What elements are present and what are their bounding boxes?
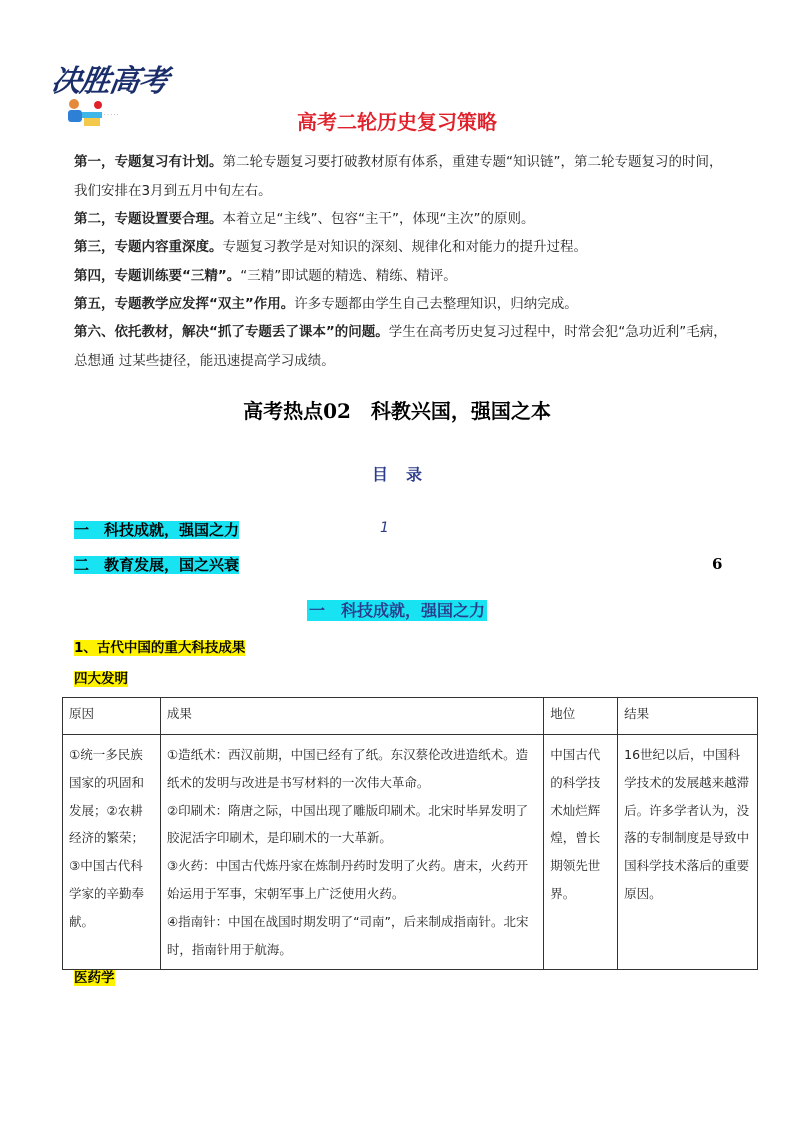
strategy-2-lead: 第二，专题设置要合理。 <box>74 211 223 227</box>
header-status: 地位 <box>544 698 618 735</box>
table-row <box>63 735 758 970</box>
toc-item-1-label: 一 科技成就，强国之力 <box>74 521 240 539</box>
strategy-4-body: “三精”即试题的精选、精练、精评。 <box>240 268 457 284</box>
four-inventions-table <box>62 697 758 970</box>
part-one-heading <box>0 598 794 621</box>
cell-status: 中国古代的科学技术灿烂辉煌，曾长期领先世界。 <box>544 735 618 970</box>
document-title-text: 高考二轮历史复习策略 <box>297 110 497 134</box>
toc-item-1[interactable] <box>74 519 239 540</box>
strategy-4 <box>74 262 734 291</box>
strategy-6 <box>74 318 734 375</box>
part-one-heading-text: 一 科技成就，强国之力 <box>308 601 485 620</box>
achievement-paper: ①造纸术：西汉前期，中国已经有了纸。东汉蔡伦改进造纸术。造纸术的发明与改进是书写材料的一次伟大革命。 <box>166 747 529 790</box>
strategy-3 <box>74 233 734 262</box>
subsection-heading <box>74 636 245 656</box>
strategy-3-body: 专题复习教学是对知识的深刻、规律化和对能力的提升过程。 <box>222 239 587 255</box>
medicine-caption-text: 医药学 <box>74 970 115 986</box>
toc-item-2[interactable] <box>74 554 239 575</box>
achievement-gunpowder: ③火药：中国古代炼丹家在炼制丹药时发明了火药。唐末，火药开始运用于军事，宋朝军事上广泛使用火药。 <box>166 858 529 901</box>
strategy-5 <box>74 290 734 319</box>
strategy-3-lead: 第三，专题内容重深度。 <box>74 239 223 255</box>
strategy-2-body: 本着立足“主线”、包容“主干”，体现“主次”的原则。 <box>222 211 535 227</box>
logo-text: 决胜高考 <box>49 64 170 99</box>
strategy-6-lead: 第六、依托教材，解决“抓了专题丢了课本”的问题。 <box>74 324 389 340</box>
achievement-printing: ②印刷术：隋唐之际，中国出现了雕版印刷术。北宋时毕昇发明了胶泥活字印刷术，是印刷术的一大革新。 <box>166 802 529 846</box>
strategy-1-lead: 第一，专题复习有计划。 <box>74 154 223 170</box>
medicine-caption <box>74 966 115 986</box>
strategy-5-lead: 第五，专题教学应发挥“双主”作用。 <box>74 296 295 312</box>
toc-title: 目录 <box>371 465 440 484</box>
table-caption <box>74 667 128 687</box>
toc-item-1-page: 1 <box>380 520 389 536</box>
table-caption-text: 四大发明 <box>74 671 128 687</box>
hotspot-title: 高考热点02 科教兴国，强国之本 <box>243 399 551 423</box>
header-result: 结果 <box>618 698 758 735</box>
cell-reason: ①统一多民族国家的巩固和发展；②农耕经济的繁荣；③中国古代科学家的辛勤奉献。 <box>63 735 161 970</box>
document-title <box>0 106 794 135</box>
strategy-1 <box>74 148 734 205</box>
achievement-compass: ④指南针：中国在战国时期发明了“司南”，后来制成指南针。北宋时，指南针用于航海。 <box>166 913 529 957</box>
subsection-heading-text: 1、古代中国的重大科技成果 <box>74 640 246 656</box>
toc-item-2-page: 6 <box>712 555 723 573</box>
cell-achievements <box>160 735 543 970</box>
strategy-2 <box>74 205 734 234</box>
strategy-1-body: 第二轮专题复习要打破教材原有体系，重建专题“知识链”，第二轮专题复习的时间，我们安排在3月到五月中旬左右。 <box>74 154 723 199</box>
cell-result: 16世纪以后，中国科学技术的发展越来越滞后。许多学者认为，没落的专制制度是导致中国科学技术落后的重要原因。 <box>618 735 758 970</box>
strategy-4-lead: 第四，专题训练要“三精”。 <box>74 268 241 284</box>
logo-tagline: · · · · · <box>104 112 119 118</box>
table-header-row <box>63 698 758 735</box>
strategy-6-body: 学生在高考历史复习过程中，时常会犯“急功近利”毛病，总想通 过某些捷径，能迅速提高学习成绩。 <box>74 324 727 369</box>
header-reason: 原因 <box>63 698 161 735</box>
header-achievement: 成果 <box>160 698 543 735</box>
strategy-5-body: 许多专题都由学生自己去整理知识，归纳完成。 <box>294 296 578 312</box>
toc-item-2-label: 二 教育发展，国之兴衰 <box>74 556 240 574</box>
